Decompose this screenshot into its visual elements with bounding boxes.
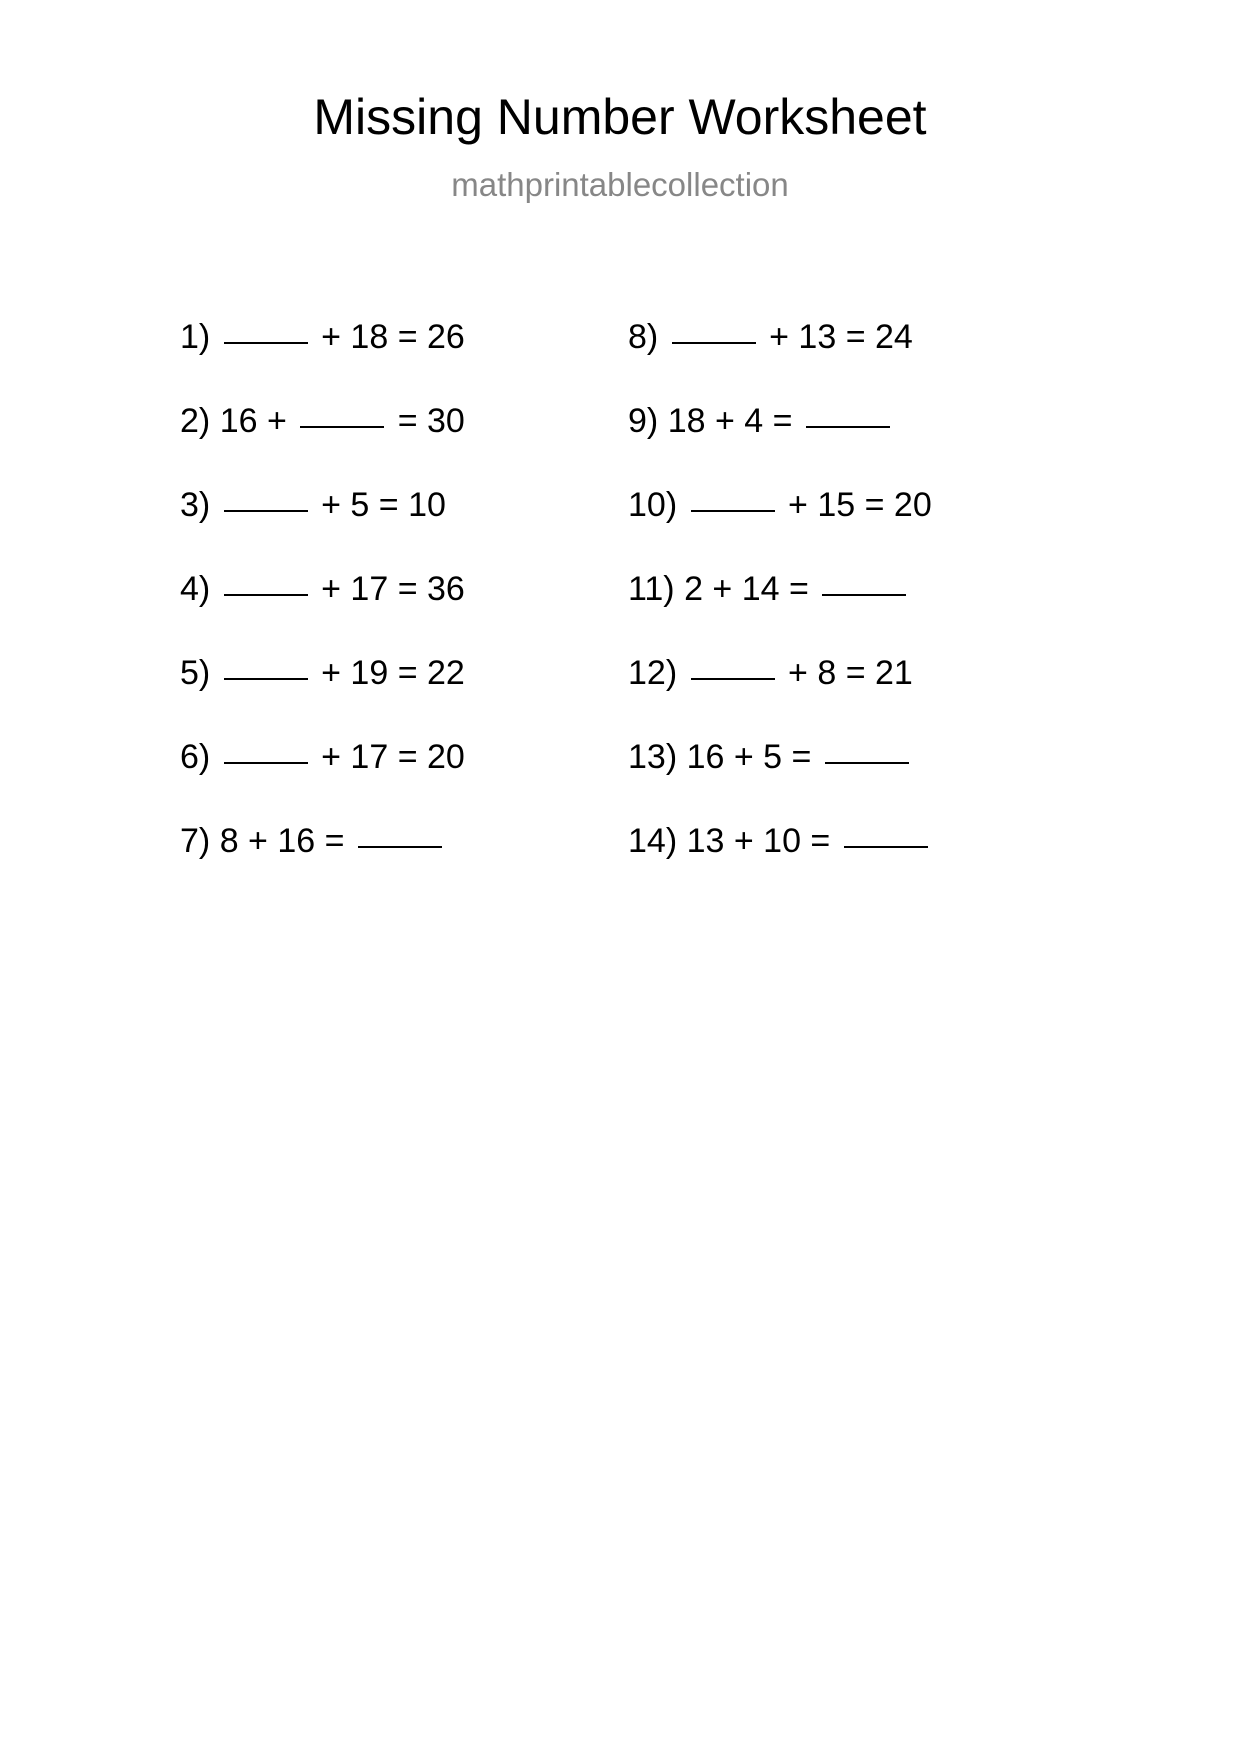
page-title: Missing Number Worksheet [313,89,927,145]
answer-blank[interactable] [822,568,906,596]
problem-list [0,295,1240,883]
problem-item [180,463,620,547]
problem-text-before: 13 + 10 = [686,822,840,860]
problem-item [628,715,1048,799]
problem-item [628,631,1048,715]
problem-text-after: + 5 = 10 [311,486,446,524]
problem-number: 8) [628,318,659,356]
problem-item [628,799,1048,883]
problem-text-before: 2 + 14 = [684,570,819,608]
answer-blank[interactable] [806,400,890,428]
answer-blank[interactable] [224,736,308,764]
problem-number: 9) [628,402,659,440]
answer-blank[interactable] [358,820,442,848]
answer-blank[interactable] [691,484,775,512]
problem-number: 1) [180,318,211,356]
problem-text-after: + 17 = 36 [311,570,465,608]
problem-text-after: + 19 = 22 [311,654,465,692]
problem-text-before: 16 + [219,402,297,440]
problem-item [628,463,1048,547]
problem-text-before: 18 + 4 = [667,402,802,440]
problem-column-left [180,295,620,883]
answer-blank[interactable] [224,316,308,344]
problem-number: 10) [628,486,678,524]
problem-text-after: + 8 = 21 [778,654,913,692]
problem-number: 7) [180,822,211,860]
answer-blank[interactable] [224,484,308,512]
problem-item [180,379,620,463]
problem-text-after: + 18 = 26 [311,318,465,356]
problem-text-after: + 17 = 20 [311,738,465,776]
answer-blank[interactable] [691,652,775,680]
problem-text-before: 8 + 16 = [219,822,354,860]
problem-text-before: 16 + 5 = [686,738,821,776]
problem-number: 2) [180,402,211,440]
problem-item [180,715,620,799]
problem-item [180,295,620,379]
problem-number: 12) [628,654,678,692]
problem-column-right [628,295,1048,883]
problem-item [628,295,1048,379]
problem-text-after: = 30 [388,402,465,440]
problem-number: 13) [628,738,678,776]
problem-item [180,547,620,631]
problem-text-after: + 15 = 20 [778,486,932,524]
problem-item [180,631,620,715]
problem-number: 11) [628,570,675,608]
page-subtitle: mathprintablecollection [451,166,789,203]
problem-number: 6) [180,738,211,776]
problem-number: 5) [180,654,211,692]
answer-blank[interactable] [825,736,909,764]
answer-blank[interactable] [224,652,308,680]
problem-item [180,799,620,883]
problem-number: 14) [628,822,678,860]
answer-blank[interactable] [672,316,756,344]
problem-item [628,379,1048,463]
problem-item [628,547,1048,631]
answer-blank[interactable] [224,568,308,596]
problem-text-after: + 13 = 24 [759,318,913,356]
problem-number: 3) [180,486,211,524]
problem-number: 4) [180,570,211,608]
answer-blank[interactable] [300,400,384,428]
answer-blank[interactable] [844,820,928,848]
